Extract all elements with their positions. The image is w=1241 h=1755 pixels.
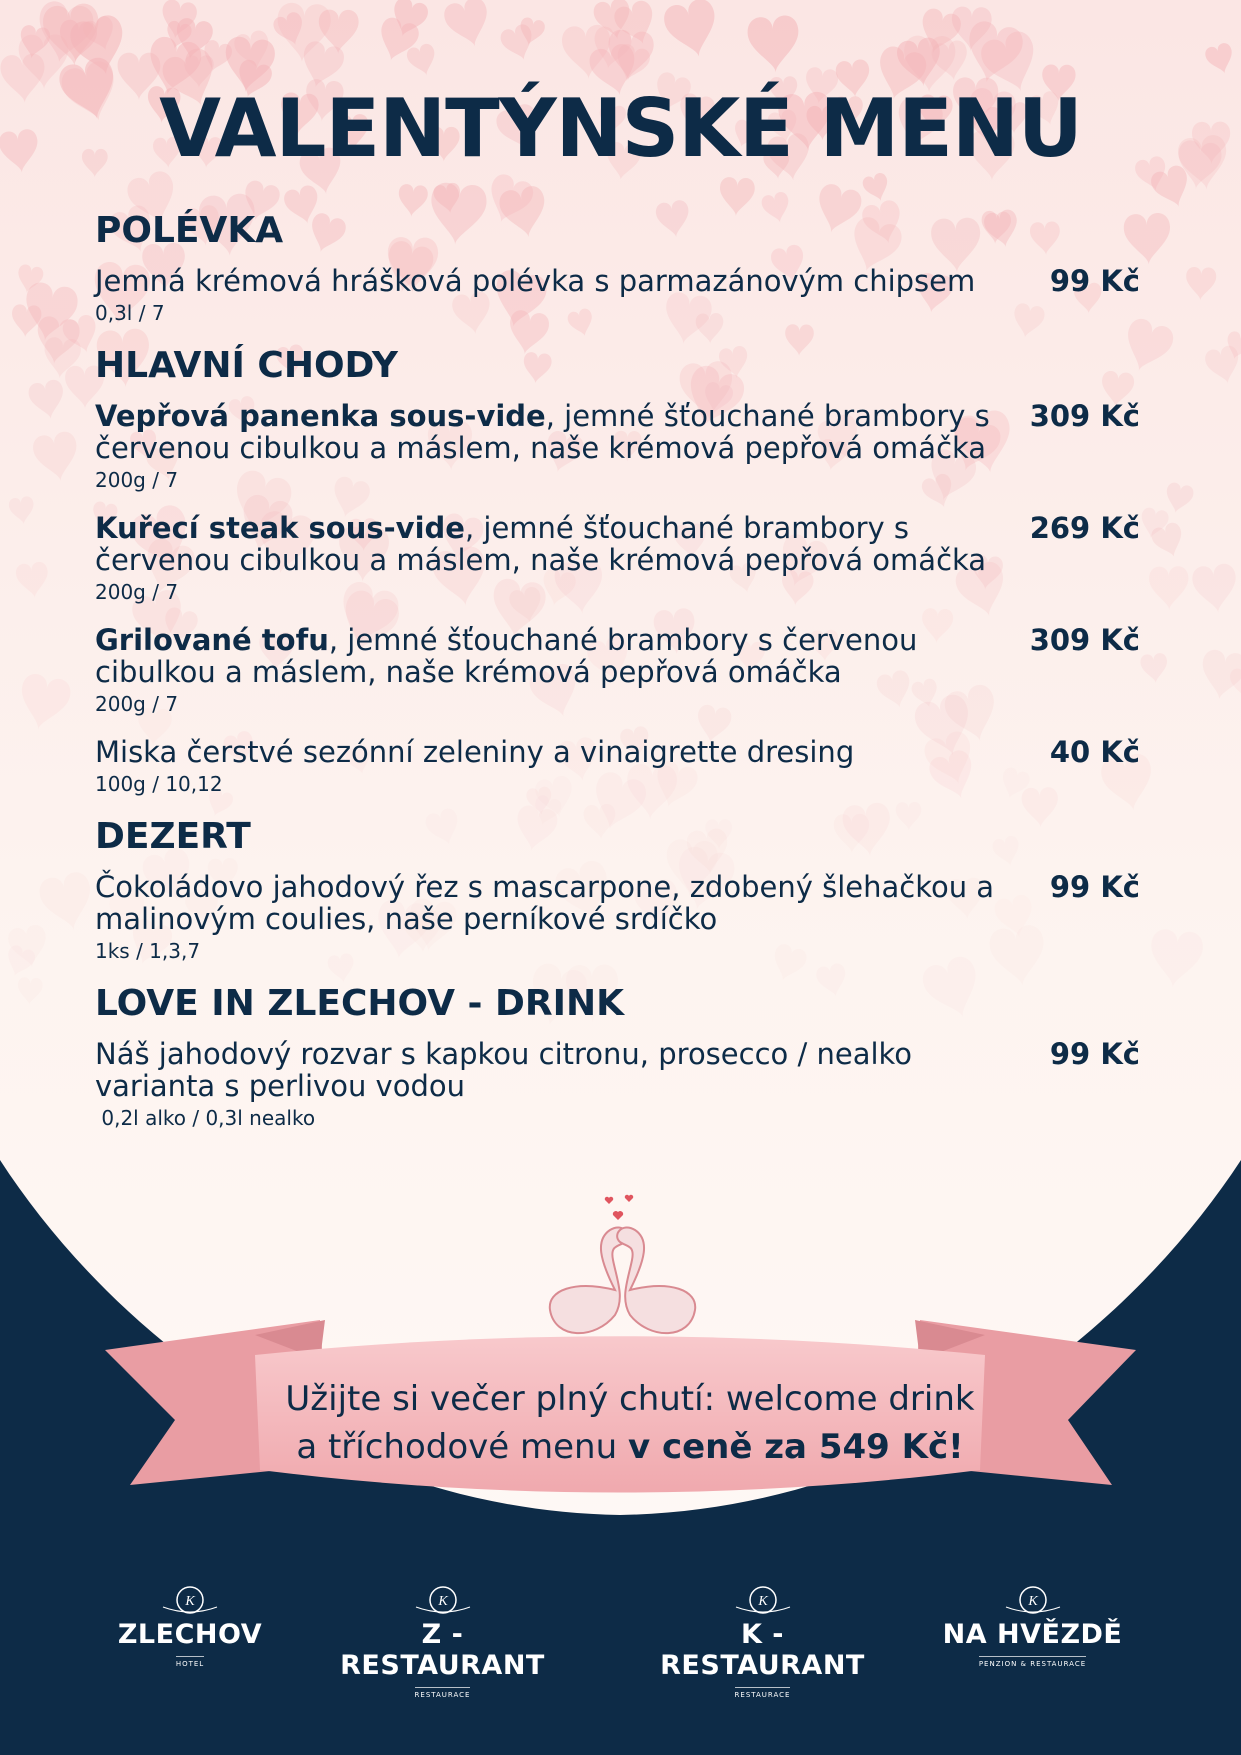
svg-text:K: K (185, 1594, 195, 1609)
menu-item-weight: 200g / 7 (95, 468, 179, 492)
logo-sub: RESTAURACE (415, 1687, 471, 1699)
banner-line-2-price: v ceně za 549 Kč! (627, 1427, 964, 1467)
svg-text:K: K (437, 1594, 448, 1609)
monogram-icon (161, 1585, 219, 1615)
logo-name: NA HVĚZDĚ (942, 1619, 1123, 1650)
section-heading: DEZERT (95, 816, 251, 857)
menu-item-weight: 0,3l / 7 (95, 301, 165, 325)
banner-text (240, 1375, 1020, 1471)
logo-zlechov (100, 1585, 280, 1670)
menu-item-name: Grilované tofu (95, 623, 329, 657)
menu-item-detail: Miska čerstvé sezónní zeleniny a vinaigrette dresing (95, 735, 855, 769)
menu-item-detail: Jemná krémová hrášková polévka s parmazánovým chipsem (95, 264, 976, 298)
menu-list (95, 210, 1140, 1150)
menu-item-detail: , jemné šťouchané brambory s červenou cibulkou a máslem, naše krémová pepřová omáčka (95, 399, 990, 465)
menu-item-price: 309 Kč (1029, 399, 1140, 433)
section-heading: HLAVNÍ CHODY (95, 345, 398, 386)
menu-item-text (95, 871, 995, 965)
menu-item (95, 400, 1140, 494)
menu-item-price: 99 Kč (1049, 264, 1140, 298)
logo-na-hvezde (940, 1585, 1125, 1670)
menu-item (95, 871, 1140, 965)
menu-item-text (95, 265, 995, 327)
menu-item-detail: , jemné šťouchané brambory s červenou cibulkou a máslem, naše krémová pepřová omáčka (95, 511, 987, 577)
banner-line-2-prefix: a tříchodové menu (296, 1427, 628, 1467)
monogram-icon (734, 1585, 792, 1615)
menu-item-price: 269 Kč (1029, 511, 1140, 545)
menu-section (95, 983, 1140, 1132)
menu-item (95, 265, 1140, 327)
logo-sub: PENZION & RESTAURACE (979, 1656, 1086, 1668)
logo-z-restaurant (315, 1585, 570, 1701)
menu-item-weight: 200g / 7 (95, 580, 179, 604)
menu-section (95, 816, 1140, 965)
monogram-icon (1004, 1585, 1062, 1615)
logo-name: ZLECHOV (117, 1619, 263, 1650)
menu-item-price: 309 Kč (1029, 623, 1140, 657)
monogram-icon (414, 1585, 472, 1615)
menu-item-text (95, 1038, 995, 1132)
banner-line-2 (240, 1423, 1020, 1471)
menu-item-detail: , jemné šťouchané brambory s červenou cibulkou a máslem, naše krémová pepřová omáčka (95, 623, 918, 689)
menu-item-weight: 1ks / 1,3,7 (95, 939, 201, 963)
logo-name: K - RESTAURANT (660, 1619, 865, 1681)
menu-item-text (95, 400, 995, 494)
menu-item-price: 40 Kč (1049, 735, 1140, 769)
menu-item (95, 512, 1140, 606)
menu-item-description (95, 624, 995, 688)
menu-section (95, 345, 1140, 798)
menu-item (95, 624, 1140, 718)
svg-text:K: K (757, 1594, 768, 1609)
menu-item-detail: Čokoládovo jahodový řez s mascarpone, zdobený šlehačkou a malinovým coulies, naše perníkové srdíčko (95, 870, 995, 936)
section-heading: POLÉVKA (95, 210, 284, 251)
menu-item (95, 736, 1140, 798)
menu-item-weight: 0,2l alko / 0,3l nealko (95, 1106, 316, 1130)
menu-item (95, 1038, 1140, 1132)
logo-name: Z - RESTAURANT (340, 1619, 545, 1681)
menu-item-description (95, 871, 995, 935)
menu-item-description (95, 512, 995, 576)
menu-item-text (95, 512, 995, 606)
section-heading: LOVE IN ZLECHOV - DRINK (95, 983, 625, 1024)
svg-text:K: K (1027, 1594, 1038, 1609)
menu-item-text (95, 624, 995, 718)
menu-section (95, 210, 1140, 327)
menu-item-description (95, 400, 995, 464)
menu-item-description (95, 265, 995, 297)
menu-item-price: 99 Kč (1049, 1037, 1140, 1071)
menu-item-detail: Náš jahodový rozvar s kapkou citronu, prosecco / nealko varianta s perlivou vodou (95, 1037, 913, 1103)
menu-item-text (95, 736, 995, 798)
page-title: VALENTÝNSKÉ MENU (159, 82, 1082, 175)
logo-sub: HOTEL (176, 1656, 204, 1668)
menu-item-description (95, 736, 995, 768)
logo-sub: RESTAURACE (735, 1687, 791, 1699)
logo-k-restaurant (640, 1585, 885, 1701)
menu-item-name: Vepřová panenka sous-vide (95, 399, 546, 433)
menu-item-description (95, 1038, 995, 1102)
banner-line-1: Užijte si večer plný chutí: welcome drink (285, 1379, 975, 1419)
menu-item-weight: 200g / 7 (95, 692, 179, 716)
menu-item-name: Kuřecí steak sous-vide (95, 511, 465, 545)
menu-item-price: 99 Kč (1049, 870, 1140, 904)
menu-item-weight: 100g / 10,12 (95, 772, 223, 796)
